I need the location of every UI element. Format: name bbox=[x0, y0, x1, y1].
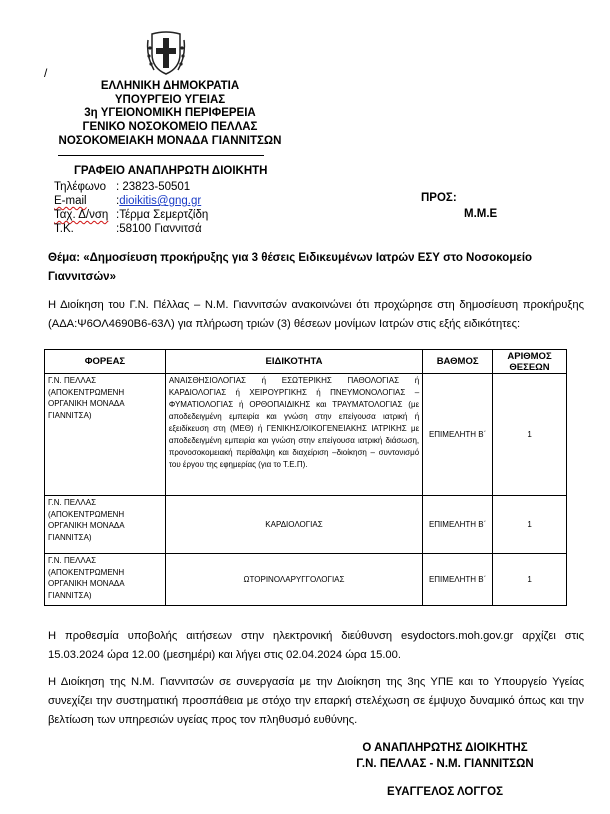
col-header-positions: ΑΡΙΘΜΟΣ ΘΕΣΕΩΝ bbox=[493, 350, 567, 374]
phone-value: : 23823-50501 bbox=[116, 181, 191, 193]
signature-organization: Γ.Ν. ΠΕΛΛΑΣ - Ν.Μ. ΓΙΑΝΝΙΤΣΩΝ bbox=[356, 757, 534, 770]
table-row bbox=[45, 554, 567, 606]
letterhead bbox=[40, 80, 300, 149]
office-title: ΓΡΑΦΕΙΟ ΑΝΑΠΛΗΡΩΤΗ ΔΙΟΙΚΗΤΗ bbox=[74, 165, 268, 177]
contact-zip bbox=[54, 222, 202, 236]
deadline-paragraph: Η προθεσμία υποβολής αιτήσεων στην ηλεκτρονική διεύθυνση esydoctors.moh.gov.gr αρχίζει στις 15.03.2024 ώρα 12.00 (μεσημέρι) και λήγει στις 02.04.2024 ώρα 15.00. bbox=[48, 630, 584, 661]
zip-label: Τ.Κ. bbox=[54, 223, 74, 235]
email-prefix: : bbox=[116, 195, 120, 207]
cell-positions: 1 bbox=[493, 374, 567, 496]
signer-name: ΕΥΑΓΓΕΛΟΣ ΛΟΓΓΟΣ bbox=[386, 786, 504, 798]
contact-address bbox=[54, 208, 208, 222]
contact-phone bbox=[54, 180, 190, 194]
zip-value: :58100 Γιαννιτσά bbox=[116, 223, 202, 235]
col-header-org: ΦΟΡΕΑΣ bbox=[45, 350, 166, 374]
subject-line: Θέμα: «Δημοσίευση προκήρυξης για 3 θέσεις Ειδικευμένων Ιατρών ΕΣΥ στο Νοσοκομείο Γιαννιτσών» bbox=[48, 252, 533, 283]
cell-org: Γ.Ν. ΠΕΛΛΑΣ (ΑΠΟΚΕΝΤΡΩΜΕΝΗ ΟΡΓΑΝΙΚΗ ΜΟΝΑΔΑ ΓΙΑΝΝΙΤΣΑ) bbox=[45, 496, 166, 554]
phone-label: Τηλέφωνο bbox=[54, 181, 107, 193]
document-mark: / bbox=[44, 66, 48, 80]
header-line-hospital: ΓΕΝΙΚΟ ΝΟΣΟΚΟΜΕΙΟ ΠΕΛΛΑΣ bbox=[82, 121, 258, 134]
cell-specialty: ΑΝΑΙΣΘΗΣΙΟΛΟΓΙΑΣ ή ΕΣΩΤΕΡΙΚΗΣ ΠΑΘΟΛΟΓΙΑΣ ή ΚΑΡΔΙΟΛΟΓΙΑΣ ή ΧΕΙΡΟΥΡΓΙΚΗΣ ή ΠΝΕΥΜΟΝΟΛΟΓΙΑΣ – ΦΥΜΑΤΙΟΛΟΓΙΑΣ ή ΟΡΘΟΠΑΙΔΙΚΗΣ και ΤΡΑΥΜΑΤΟΛΟΓΙΑΣ (με αποδεδειγμένη εμπειρία και γνώση στην επείγουσα ιατρική ή εξειδίκευση στη (ΜΕΘ) ή ΓΕΝΙΚΗΣ/ΟΙΚΟΓΕΝΕΙΑΚΗΣ ΙΑΤΡΙΚΗΣ με αποδεδειγμένη εμπειρία και γνώση στην επείγουσα ιατρική διάσωση, προνοσοκομειακή περίθαλψη και διαχείριση –διοίκηση – συντονισμό του έργου της εφημερίας (για το Τ.Ε.Π). bbox=[165, 374, 422, 496]
email-link[interactable]: dioikitis@gng.gr bbox=[119, 195, 202, 207]
contact-email bbox=[54, 194, 201, 208]
cell-positions: 1 bbox=[493, 496, 567, 554]
table-row bbox=[45, 374, 567, 496]
table-row bbox=[45, 496, 567, 554]
header-line-unit: ΝΟΣΟΚΟΜΕΙΑΚΗ ΜΟΝΑΔΑ ΓΙΑΝΝΙΤΣΩΝ bbox=[58, 134, 282, 147]
signature-title: Ο ΑΝΑΠΛΗΡΩΤΗΣ ΔΙΟΙΚΗΤΗΣ bbox=[362, 742, 528, 754]
signature-block bbox=[300, 741, 590, 772]
email-label: E-mail bbox=[54, 195, 87, 207]
cell-grade: ΕΠΙΜΕΛΗΤΗ Β΄ bbox=[423, 496, 493, 554]
cell-grade: ΕΠΙΜΕΛΗΤΗ Β΄ bbox=[423, 554, 493, 606]
positions-table bbox=[44, 349, 567, 606]
cell-org: Γ.Ν. ΠΕΛΛΑΣ (ΑΠΟΚΕΝΤΡΩΜΕΝΗ ΟΡΓΑΝΙΚΗ ΜΟΝΑΔΑ ΓΙΑΝΝΙΤΣΑ) bbox=[45, 554, 166, 606]
cell-positions: 1 bbox=[493, 554, 567, 606]
closing-paragraph: Η Διοίκηση της Ν.Μ. Γιαννιτσών σε συνεργασία με την Διοίκηση της 3ης ΥΠΕ και το Υπουργείο Υγείας συνεχίζει την συστηματική προσπάθεια με στόχο την επαρκή στελέχωση σε έμψυχο δυναμικό όπως και την βελτίωση των υπηρεσιών υγείας προς τον πληθυσμό ευθύνης. bbox=[48, 676, 584, 726]
table-header-row bbox=[45, 350, 567, 374]
header-line-region: 3η ΥΓΕΙΟΝΟΜΙΚΗ ΠΕΡΙΦΕΡΕΙΑ bbox=[84, 107, 256, 120]
recipient-label: ΠΡΟΣ: bbox=[421, 192, 457, 204]
intro-paragraph: Η Διοίκηση του Γ.Ν. Πέλλας – Ν.Μ. Γιαννιτσών ανακοινώνει ότι προχώρησε στη δημοσίευση προκήρυξης (ΑΔΑ:Ψ6ΟΛ4690Β6-63Λ) για πλήρωση τριών (3) θέσεων μονίμων Ιατρών στις εξής ειδικότητες: bbox=[48, 299, 584, 330]
greek-coat-of-arms-icon bbox=[146, 30, 186, 78]
header-line-country: ΕΛΛΗΝΙΚΗ ΔΗΜΟΚΡΑΤΙΑ bbox=[100, 80, 240, 92]
recipient-value: Μ.Μ.Ε bbox=[464, 208, 498, 220]
cell-specialty: ΚΑΡΔΙΟΛΟΓΙΑΣ bbox=[165, 496, 422, 554]
address-value: :Τέρμα Σεμερτζίδη bbox=[116, 209, 209, 221]
cell-specialty: ΩΤΟΡΙΝΟΛΑΡΥΓΓΟΛΟΓΙΑΣ bbox=[165, 554, 422, 606]
cell-grade: ΕΠΙΜΕΛΗΤΗ Β΄ bbox=[423, 374, 493, 496]
header-line-ministry: ΥΠΟΥΡΓΕΙΟ ΥΓΕΙΑΣ bbox=[114, 93, 226, 106]
col-header-grade: ΒΑΘΜΟΣ bbox=[423, 350, 493, 374]
address-label: Ταχ. Δ/νση bbox=[54, 209, 109, 221]
header-divider bbox=[58, 155, 264, 156]
col-header-specialty: ΕΙΔΙΚΟΤΗΤΑ bbox=[165, 350, 422, 374]
cell-org: Γ.Ν. ΠΕΛΛΑΣ (ΑΠΟΚΕΝΤΡΩΜΕΝΗ ΟΡΓΑΝΙΚΗ ΜΟΝΑΔΑ ΓΙΑΝΝΙΤΣΑ) bbox=[45, 374, 166, 496]
